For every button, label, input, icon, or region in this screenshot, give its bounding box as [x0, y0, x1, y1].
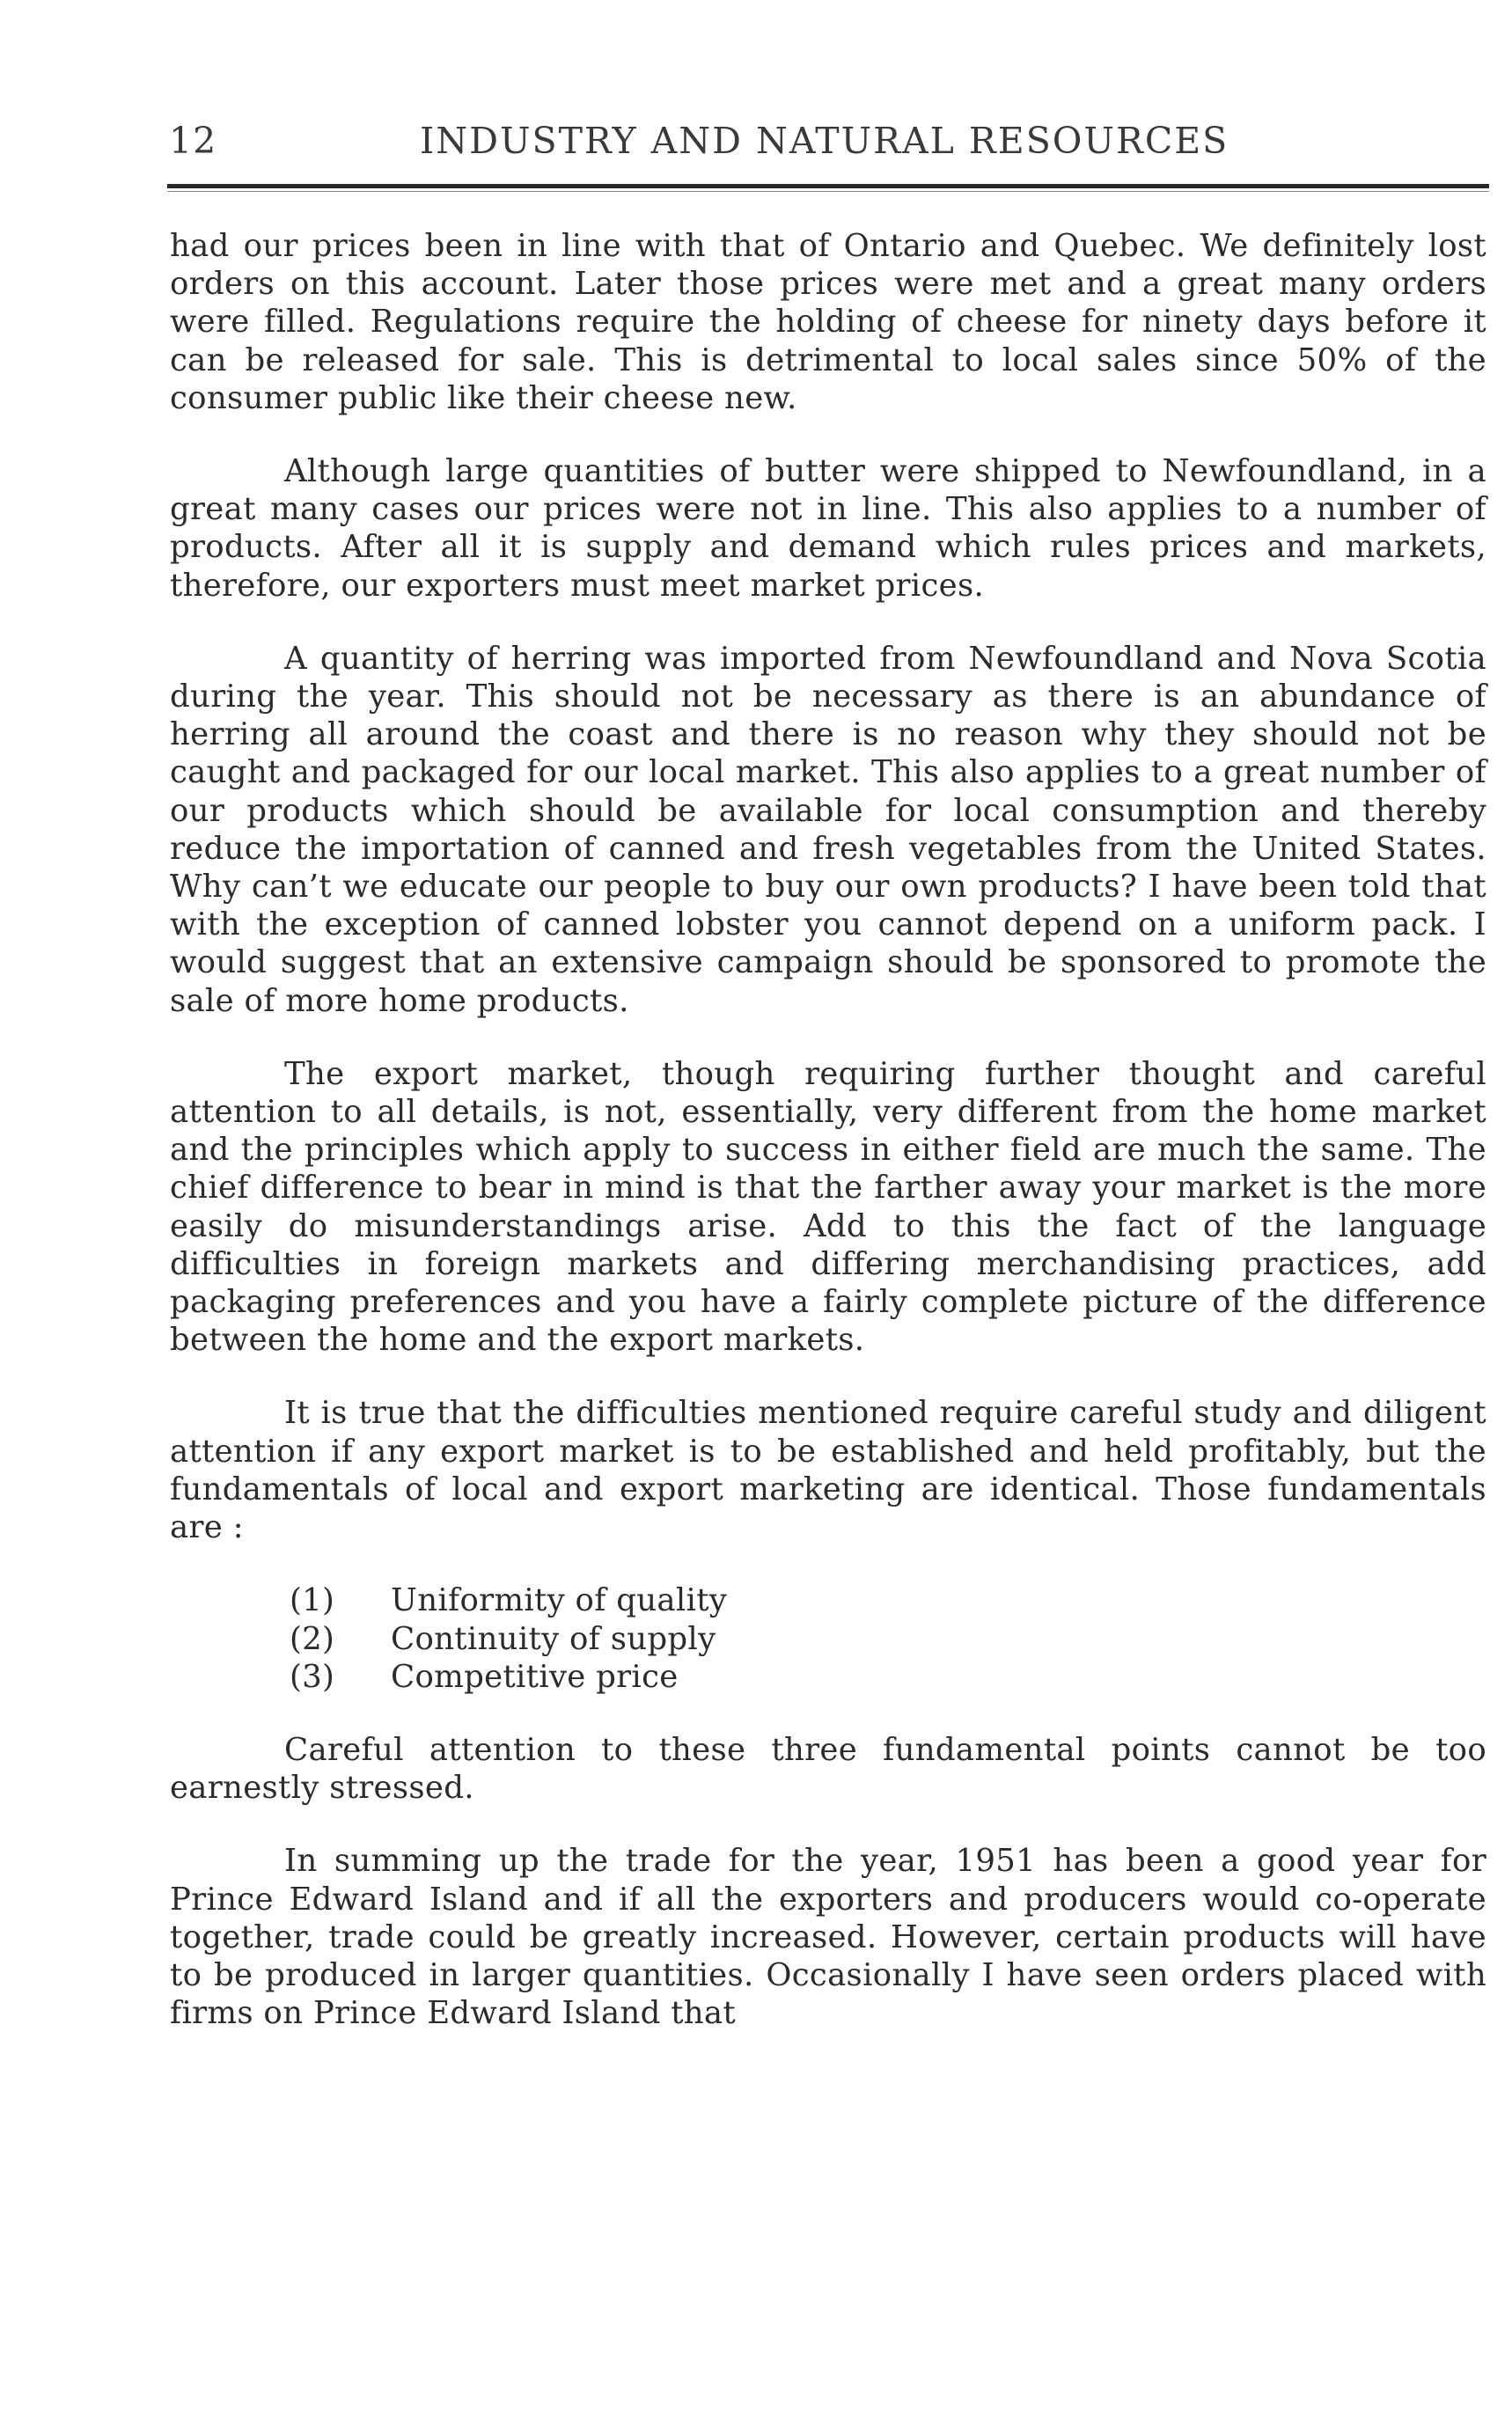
running-head: INDUSTRY AND NATURAL RESOURCES — [420, 120, 1229, 162]
list-item-text: Continuity of supply — [391, 1620, 716, 1657]
paragraph-gap — [170, 1696, 1486, 1731]
paragraph-butter: Although large quantities of butter were shipped to Newfoundland, in a great many cases our prices were not in line. This also applies to a number of products. After all it is supply and demand which rules prices and markets, therefore, our exporters must meet market prices. — [170, 453, 1486, 604]
paragraph-gap — [170, 605, 1486, 640]
paragraph-careful-attention: Careful attention to these three fundamental points cannot be too earnestly stressed. — [170, 1731, 1486, 1807]
paragraph-fundamentals-intro: It is true that the difficulties mentioned require careful study and diligent attention if any export market is to be established and held profitably, but the fundamentals of local and export marketing are identical. Those fundamentals are : — [170, 1395, 1486, 1546]
paragraph-gap — [170, 1807, 1486, 1842]
paragraph-gap — [170, 1020, 1486, 1055]
list-item-number: (3) — [290, 1658, 335, 1695]
page-number: 12 — [169, 120, 217, 162]
header-rule-thin — [167, 191, 1489, 192]
list-item-number: (1) — [290, 1582, 335, 1619]
list-item-text: Competitive price — [391, 1658, 679, 1695]
paragraph-summing-up: In summing up the trade for the year, 1951 has been a good year for Prince Edward Island and if all the exporters and producers would co-operate together, trade could be greatly increased. However, certain products will have to be produced in larger quantities. Occasionally I have seen orders placed with firms on Prince Edward Island that — [170, 1843, 1486, 2032]
page-body — [170, 227, 1486, 2032]
paragraph-gap — [170, 1546, 1486, 1581]
page-header — [169, 120, 1487, 172]
fundamentals-list — [170, 1581, 1486, 1696]
paragraph-gap — [170, 1359, 1486, 1394]
list-item — [290, 1658, 1486, 1696]
list-item — [290, 1620, 1486, 1658]
paragraph-cheese-prices: had our prices been in line with that of Ontario and Quebec. We definitely lost orders on this account. Later those prices were met and a great many orders were filled. Regulations require the holding of cheese for ninety days before it can be released for sale. This is detrimental to local sales since 50% of the consumer public like their cheese new. — [170, 228, 1486, 416]
header-rule — [167, 184, 1489, 188]
list-item-text: Uniformity of quality — [391, 1582, 728, 1619]
paragraph-gap — [170, 417, 1486, 452]
list-item — [290, 1581, 1486, 1619]
paragraph-herring: A quantity of herring was imported from Newfoundland and Nova Scotia during the year. This should not be necessary as there is an abundance of herring all around the coast and there is no reason why they should not be caught and packaged for our local market. This also applies to a great number of our products which should be available for local consumption and thereby reduce the importation of canned and fresh vegetables from the United States. Why can’t we educate our people to buy our own products? I have been told that with the exception of canned lobster you cannot depend on a uniform pack. I would suggest that an extensive campaign should be sponsored to promote the sale of more home products. — [170, 640, 1486, 1019]
list-item-number: (2) — [290, 1620, 335, 1657]
paragraph-export-market: The export market, though requiring further thought and careful attention to all details, is not, essentially, very different from the home market and the principles which apply to success in either field are much the same. The chief difference to bear in mind is that the farther away your market is the more easily do misunderstandings arise. Add to this the fact of the language difficulties in foreign markets and differing merchandising practices, add packaging preferences and you have a fairly complete picture of the difference between the home and the export markets. — [170, 1055, 1486, 1359]
